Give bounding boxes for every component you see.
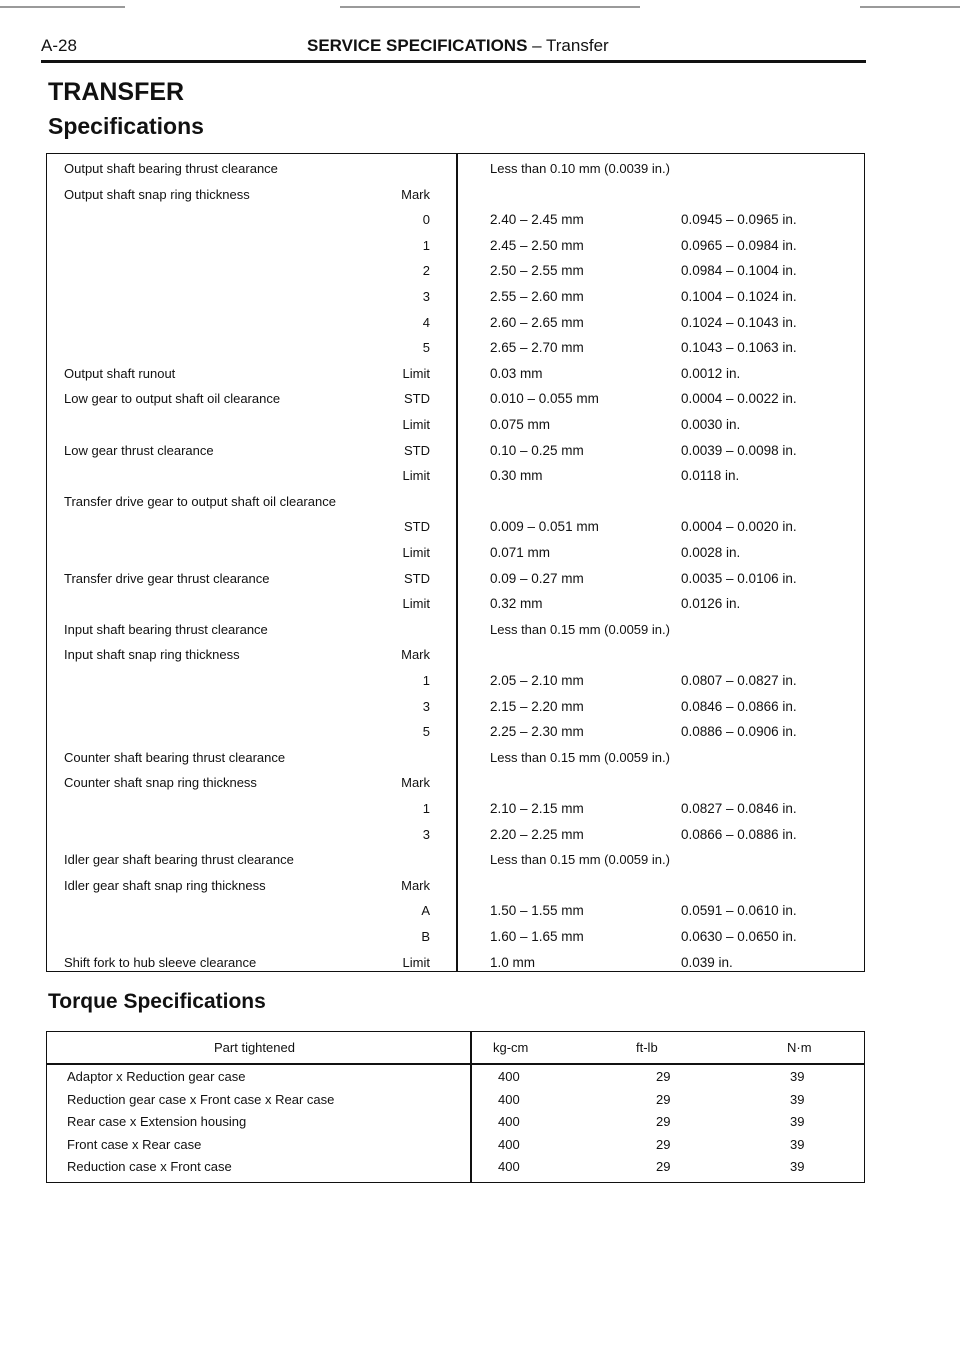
spec-mark: Limit xyxy=(402,545,430,560)
spec-row xyxy=(0,775,960,799)
running-header xyxy=(307,36,609,56)
spec-value-mm: 0.009 – 0.051 mm xyxy=(490,519,599,535)
spec-mark: 3 xyxy=(422,826,430,842)
spec-value-in: 0.0591 – 0.0610 in. xyxy=(681,903,797,919)
spec-label: Low gear to output shaft oil clearance xyxy=(64,391,281,407)
torque-part: Reduction case x Front case xyxy=(67,1159,232,1175)
spec-mark: 0 xyxy=(422,212,430,228)
torque-kgcm: 400 xyxy=(498,1136,520,1152)
spec-row xyxy=(0,622,960,646)
spec-value-in: 0.0028 in. xyxy=(681,545,741,560)
spec-mark: Mark xyxy=(401,186,430,202)
torque-row xyxy=(0,1114,960,1136)
spec-row xyxy=(0,238,960,262)
spec-value-in: 0.0012 in. xyxy=(681,365,741,381)
torque-kgcm: 400 xyxy=(498,1159,520,1175)
torque-part: Rear case x Extension housing xyxy=(67,1114,247,1130)
spec-value-in: 0.0126 in. xyxy=(681,596,741,612)
spec-value-mm: 0.09 – 0.27 mm xyxy=(490,570,584,586)
header-section: SERVICE SPECIFICATIONS xyxy=(307,36,528,55)
torque-ftlb: 29 xyxy=(656,1136,671,1152)
spec-mark: 1 xyxy=(422,237,430,253)
spec-row xyxy=(0,929,960,953)
scan-edge-line xyxy=(340,6,640,8)
spec-value-in: 0.0965 – 0.0984 in. xyxy=(681,237,797,253)
spec-value-in: 0.0630 – 0.0650 in. xyxy=(681,929,797,944)
spec-mark: STD xyxy=(404,391,430,407)
spec-label: Transfer drive gear thrust clearance xyxy=(64,570,270,586)
specifications-heading: Specifications xyxy=(48,113,204,139)
spec-value-mm: 2.20 – 2.25 mm xyxy=(490,826,584,842)
spec-value-mm: 2.50 – 2.55 mm xyxy=(490,263,584,279)
spec-row xyxy=(0,852,960,876)
spec-value-in: 0.0807 – 0.0827 in. xyxy=(681,673,797,688)
spec-value-mm: 1.50 – 1.55 mm xyxy=(490,903,584,919)
spec-mark: A xyxy=(421,903,430,919)
torque-part: Reduction gear case x Front case x Rear case xyxy=(67,1091,335,1107)
spec-mark: Mark xyxy=(401,775,430,791)
spec-value-mm: 0.010 – 0.055 mm xyxy=(490,391,599,407)
spec-value-in: 0.1004 – 0.1024 in. xyxy=(681,289,797,304)
spec-value-in: 0.0039 – 0.0098 in. xyxy=(681,442,797,458)
spec-label: Idler gear shaft bearing thrust clearance xyxy=(64,852,294,868)
spec-row xyxy=(0,827,960,851)
torque-ftlb: 29 xyxy=(656,1159,671,1175)
torque-kgcm: 400 xyxy=(498,1069,520,1084)
spec-row xyxy=(0,545,960,569)
spec-value-mm: 2.40 – 2.45 mm xyxy=(490,212,584,228)
spec-row xyxy=(0,161,960,185)
spec-label: Input shaft snap ring thickness xyxy=(64,647,240,663)
torque-kgcm: 400 xyxy=(498,1091,520,1107)
spec-value-in: 0.039 in. xyxy=(681,954,733,970)
spec-mark: 4 xyxy=(422,314,430,330)
spec-mark: 3 xyxy=(422,698,430,714)
spec-value-mm: 0.10 – 0.25 mm xyxy=(490,442,584,458)
header-subsection: – Transfer xyxy=(527,36,609,55)
spec-value-mm: 1.60 – 1.65 mm xyxy=(490,929,584,944)
spec-row xyxy=(0,443,960,467)
spec-label: Output shaft bearing thrust clearance xyxy=(64,161,278,176)
scan-edge-line xyxy=(0,6,125,8)
spec-value-in: 0.1024 – 0.1043 in. xyxy=(681,314,797,330)
spec-mark: 3 xyxy=(422,289,430,304)
spec-row xyxy=(0,340,960,364)
spec-mark: 2 xyxy=(422,263,430,279)
spec-value-mm: 0.075 mm xyxy=(490,417,551,432)
spec-row xyxy=(0,468,960,492)
torque-nm: 39 xyxy=(790,1069,805,1084)
spec-row xyxy=(0,212,960,236)
spec-row xyxy=(0,417,960,441)
spec-mark: 1 xyxy=(422,801,430,816)
spec-row xyxy=(0,673,960,697)
spec-mark: STD xyxy=(404,442,430,458)
spec-value: Less than 0.15 mm (0.0059 in.) xyxy=(490,852,670,868)
spec-row xyxy=(0,596,960,620)
spec-value: Less than 0.15 mm (0.0059 in.) xyxy=(490,749,670,765)
spec-mark: Limit xyxy=(402,365,430,381)
spec-value-in: 0.0984 – 0.1004 in. xyxy=(681,263,797,279)
torque-row xyxy=(0,1137,960,1159)
col-header-ftlb: ft-lb xyxy=(636,1040,658,1055)
col-header-kgcm: kg-cm xyxy=(493,1040,529,1055)
spec-row xyxy=(0,519,960,543)
spec-value-in: 0.0030 in. xyxy=(681,417,741,432)
spec-value-mm: 2.55 – 2.60 mm xyxy=(490,289,584,304)
spec-value-mm: 2.45 – 2.50 mm xyxy=(490,237,584,253)
spec-value-in: 0.0945 – 0.0965 in. xyxy=(681,212,797,228)
spec-row xyxy=(0,391,960,415)
spec-mark: Mark xyxy=(401,647,430,663)
spec-value-in: 0.0827 – 0.0846 in. xyxy=(681,801,797,816)
torque-row xyxy=(0,1159,960,1181)
spec-row xyxy=(0,571,960,595)
torque-kgcm: 400 xyxy=(498,1114,520,1130)
spec-row xyxy=(0,903,960,927)
spec-mark: 5 xyxy=(422,724,430,740)
table-header-rule xyxy=(46,1063,865,1065)
spec-label: Transfer drive gear to output shaft oil clearance xyxy=(64,493,336,509)
spec-value-mm: 2.25 – 2.30 mm xyxy=(490,724,584,740)
spec-mark: STD xyxy=(404,570,430,586)
spec-label: Low gear thrust clearance xyxy=(64,442,214,458)
spec-value-mm: 0.03 mm xyxy=(490,365,543,381)
spec-mark: Limit xyxy=(402,468,430,484)
spec-row xyxy=(0,263,960,287)
spec-value-in: 0.0035 – 0.0106 in. xyxy=(681,570,797,586)
spec-mark: Limit xyxy=(402,596,430,612)
spec-value: Less than 0.15 mm (0.0059 in.) xyxy=(490,621,670,637)
spec-mark: Limit xyxy=(402,417,430,432)
spec-row xyxy=(0,750,960,774)
torque-part: Front case x Rear case xyxy=(67,1136,202,1152)
spec-value-in: 0.0866 – 0.0886 in. xyxy=(681,826,797,842)
spec-label: Output shaft snap ring thickness xyxy=(64,186,250,202)
torque-nm: 39 xyxy=(790,1136,805,1152)
torque-row xyxy=(0,1092,960,1114)
torque-nm: 39 xyxy=(790,1114,805,1130)
scan-edge-line xyxy=(860,6,960,8)
spec-value-mm: 0.32 mm xyxy=(490,596,543,612)
spec-row xyxy=(0,647,960,671)
page-number: A-28 xyxy=(41,36,77,55)
spec-row xyxy=(0,878,960,902)
spec-row xyxy=(0,955,960,979)
torque-row xyxy=(0,1069,960,1091)
page-title: TRANSFER xyxy=(48,78,185,106)
spec-mark: 1 xyxy=(422,673,430,688)
col-header-part: Part tightened xyxy=(214,1040,295,1055)
spec-mark: Mark xyxy=(401,877,430,893)
spec-value-in: 0.0004 – 0.0020 in. xyxy=(681,519,797,535)
spec-value-in: 0.1043 – 0.1063 in. xyxy=(681,340,797,356)
spec-row xyxy=(0,724,960,748)
spec-value-in: 0.0118 in. xyxy=(681,468,740,484)
spec-value-in: 0.0886 – 0.0906 in. xyxy=(681,724,797,740)
spec-mark: 5 xyxy=(422,340,430,356)
spec-row xyxy=(0,699,960,723)
torque-heading: Torque Specifications xyxy=(48,990,266,1013)
torque-nm: 39 xyxy=(790,1159,805,1175)
torque-ftlb: 29 xyxy=(656,1114,671,1130)
col-header-nm: N·m xyxy=(787,1040,812,1055)
header-rule xyxy=(41,60,866,63)
spec-value-mm: 0.071 mm xyxy=(490,545,551,560)
spec-value-mm: 1.0 mm xyxy=(490,954,536,970)
spec-label: Shift fork to hub sleeve clearance xyxy=(64,954,257,970)
spec-label: Output shaft runout xyxy=(64,365,176,381)
spec-value-in: 0.0004 – 0.0022 in. xyxy=(681,391,797,407)
torque-nm: 39 xyxy=(790,1091,805,1107)
spec-value-mm: 2.65 – 2.70 mm xyxy=(490,340,584,356)
spec-mark: Limit xyxy=(402,954,430,970)
spec-value-mm: 2.10 – 2.15 mm xyxy=(490,801,584,816)
spec-mark: STD xyxy=(404,519,430,535)
torque-part: Adaptor x Reduction gear case xyxy=(67,1069,246,1084)
spec-row xyxy=(0,187,960,211)
spec-label: Input shaft bearing thrust clearance xyxy=(64,621,268,637)
torque-ftlb: 29 xyxy=(656,1091,671,1107)
spec-row xyxy=(0,801,960,825)
spec-value-mm: 2.15 – 2.20 mm xyxy=(490,698,584,714)
spec-row xyxy=(0,494,960,518)
spec-value-mm: 2.05 – 2.10 mm xyxy=(490,673,584,688)
spec-value-mm: 0.30 mm xyxy=(490,468,543,484)
spec-row xyxy=(0,366,960,390)
spec-label: Counter shaft snap ring thickness xyxy=(64,775,257,791)
spec-value-in: 0.0846 – 0.0866 in. xyxy=(681,698,797,714)
spec-label: Counter shaft bearing thrust clearance xyxy=(64,749,286,765)
spec-row xyxy=(0,289,960,313)
spec-value: Less than 0.10 mm (0.0039 in.) xyxy=(490,161,670,176)
spec-value-mm: 2.60 – 2.65 mm xyxy=(490,314,584,330)
spec-mark: B xyxy=(421,929,430,944)
spec-row xyxy=(0,315,960,339)
torque-ftlb: 29 xyxy=(656,1069,671,1084)
spec-label: Idler gear shaft snap ring thickness xyxy=(64,877,266,893)
